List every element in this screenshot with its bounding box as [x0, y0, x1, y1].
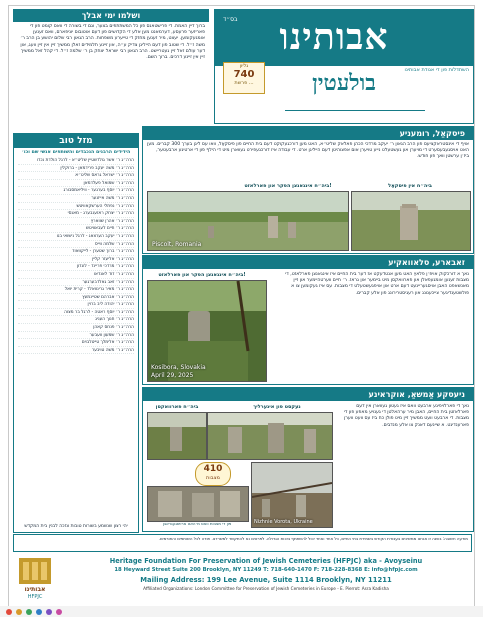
mazal-tov-entry: הרה״ג ר׳ משה יעקב פרידמאן - ברוקלין — [18, 166, 134, 173]
nizhnie-photo-c-art — [148, 487, 248, 521]
section-nizhnie-text: נאך די פארלויפיגע ארבעט וואס איז געטון געווארן אין דעם פארלאזטן בית החיים, האבן מיר ערהאלטן די גענויע מאפע פון די מצבות. די ארבעט וועט ממשיך זיין מיט פולן כח ביז עס וועט ווערן פארענדיגט. א שיינעם דאנק צו אלע מנדבים. — [343, 404, 469, 428]
mazal-tov-entry: הרה״ג ר׳ זאב גאלדבערגער — [18, 280, 134, 287]
mazal-tov-footer: יהי רצון שנשמע בשורות טובות ונזכה לבנין בית המקדש — [24, 524, 128, 529]
org-line: א קורטע איבערזיכט פון די השתדלות פון די אגודת אבותינו — [404, 60, 469, 73]
piscolt-photo-side-art — [352, 192, 470, 250]
issue-number: 740 — [233, 69, 255, 80]
top-left-notice — [13, 9, 209, 63]
notice-banner: ושלמו ימי אבלך — [13, 9, 209, 22]
section-nizhnie — [142, 387, 474, 532]
mazal-tov-entry: הרה״ג ר׳ יוסף בערגער - וויליאמסבורג — [18, 188, 134, 195]
kosibora-caption: ביה״ח אינגאנצן הפקר און פארלאזט! — [158, 272, 246, 278]
mazal-tov-entry: הרה״ג ר׳ אליעזר קליין — [18, 257, 134, 264]
nizhnie-caption-a: ביה״ח פארוואקסן — [155, 404, 199, 410]
section-kosibora — [142, 255, 474, 385]
org-logo — [13, 554, 57, 604]
bulletin-page — [8, 5, 475, 607]
mazal-tov-column — [13, 133, 139, 533]
kosibora-location: Kosibora, Slovakia — [151, 364, 206, 371]
mazal-tov-entry: הרה״ג ר׳ ברוך שטערן - לייקוואוד — [18, 249, 134, 256]
mazal-tov-entry: הרה״ג ר׳ שמואל פעלדמאן — [18, 181, 134, 188]
mazal-tov-entry: הרה״ג ר׳ אברהם שטיינמעץ — [18, 295, 134, 302]
masthead — [214, 9, 474, 124]
kosibora-photo — [147, 280, 267, 382]
mazal-tov-entry: הרה״ג ר׳ חיים לעבאוויטש — [18, 226, 134, 233]
piscolt-photo-main — [147, 191, 349, 251]
mazal-tov-entry: הרה״ג ר׳ חנוך העניג — [18, 317, 134, 324]
nizhnie-photo-a — [147, 412, 207, 460]
mazal-tov-entry: הרה״ג ר׳ דוד לאנדאו — [18, 272, 134, 279]
nizhnie-photo-a-art — [148, 413, 206, 459]
piscolt-location: Piscolt, Romania — [152, 241, 202, 248]
issue-extra: פרשת ... — [234, 80, 254, 86]
mazal-tov-list — [14, 158, 138, 354]
mazal-tov-entry: הרה״ג ר׳ אלימלך טייטלבוים — [18, 340, 134, 347]
mazal-tov-entry: הרה״ג ר׳ אהרן שווארץ — [18, 219, 134, 226]
mazal-tov-intro: הידידים הרבנים הנכבדים והשותפים אנשי שם וכו׳ — [21, 150, 131, 155]
mazal-tov-entry: הרה״ג ר׳ יעקב הערצאג - לרגל נישואי בנו — [18, 234, 134, 241]
nizhnie-location: Nizhnie Vorota, Ukraine — [254, 519, 313, 525]
mazal-tov-entry: הרה״ג ר׳ נפתלי הערשקאוויטש — [18, 204, 134, 211]
share-dot-icon[interactable] — [46, 609, 52, 615]
notice-text: ברוך דיין האמת. די פרישטאנס פון כל המשתתפים בצער, וגם די בשורה די וואס קומט פון די פאריזער פרעסע, דערמאנט מען אלע די הקדושים פון דעם אוטובוס יוניפארם, וואס זענען אומגעקומען. יעצט, מיר זענען מחזק די טייערע משפחות. הרב הגאון רבי שלום יהושע בן הרב ר׳ משה ז״ל. די שטוב פון דעם הייליגן צדיק ע״ה, און זיינע תלמידים זאלן ממשיך זיין אין זיין וועג, און דער עולם זאל זיין געטריישט. הרב הגאון רבי ישראל יצחק בן ר׳ שלמה ז״ל. די קהל זאל ממשיך זיין אין זיינע דרכים. ברוך השם. — [20, 24, 205, 61]
section-piscolt — [142, 126, 474, 254]
info-dot-icon[interactable] — [36, 609, 42, 615]
minimize-dot-icon[interactable] — [16, 609, 22, 615]
piscolt-caption-right: ביה״ח אין פיסקאַל — [388, 183, 432, 189]
bottom-notice: מודעה חשובה: בשנה זו אנחנו ממשיכים בעבודת הקודש בשמירת בתי החיים, כל אחד ואחד יכול להשתתף בזכות הגדולה. לפרטים נא להתקשר למשרדנו. תודה לכל השותפים והתורמים. — [13, 534, 472, 552]
nizhnie-caption-b: נעקסט פון אינערליך — [253, 404, 301, 410]
piscolt-caption-left: ביה״ח אינגאנצן הפקר און פארלאזט! — [244, 183, 332, 189]
mazal-tov-entry: הרה״ג ר׳ שלמה ווייס — [18, 242, 134, 249]
logo-text: אבותינו — [24, 586, 46, 593]
mazal-tov-entry: הרה״ג ר׳ משה טויבער — [18, 348, 134, 355]
mazeivos-badge — [195, 462, 231, 486]
nizhnie-photo-b — [207, 412, 333, 460]
mazal-tov-entry: הרה״ג ר׳ אשר גולדשטיין שליט״א - לרגל הולדת נכדו — [18, 158, 134, 165]
mazal-tov-entry: הרה״ג ר׳ יוסף ראטה - לרגל בר מצוה — [18, 310, 134, 317]
mazal-tov-entry: הרה״ג ר׳ יצחק ראזענבערג - מאנסי — [18, 211, 134, 218]
badge-number: 410 — [203, 464, 223, 474]
masthead-title: אבותינו — [279, 16, 389, 58]
badge-label: מצבות — [206, 475, 220, 481]
masthead-divider — [285, 110, 425, 111]
print-dot-icon[interactable] — [56, 609, 62, 615]
footer-address: 18 Heyward Street Suite 200 Brooklyn, NY 11249 T: 718-640-1470 F: 718-228-8368 E: info@hfpjc.com — [114, 567, 418, 573]
section-nizhnie-banner: ניעסקע אַמשאַ, אוקראינע — [143, 388, 473, 401]
mazal-tov-entry: הרה״ג ר׳ ישראל גראס שליט״א — [18, 173, 134, 180]
mazal-tov-entry: הרה״ג ר׳ יהודה ליב ברוין — [18, 302, 134, 309]
nizhnie-photo-d-art — [252, 463, 332, 527]
nizhnie-photo-b-art — [208, 413, 332, 459]
mazal-tov-entry: הרה״ג ר׳ שמעון וועבער — [18, 333, 134, 340]
close-dot-icon[interactable] — [6, 609, 12, 615]
nizhnie-photo-note: פון די מצבות וואס מ׳האט ארויסגעגראבן — [162, 521, 232, 526]
section-piscolt-text: אויף די אינסטראקציעס פון הרב הגאון ר׳ יעקב מרדכי הכהן פאלאק שליט״א, האט מען דורכגעקוקט דעם בית החיים פון פיסקאַל, וואו עס ליגן בערך 300 קברים. מען האט אויסגעבעסערט די מויערן און געשטעלט נייע טויערן אום אפצוהיטן דעם הייליגן ארט. די עבודה איז דורכגעפירט געווארן מיט די הילף פון די ארטיגע ארבעטער, ביז׳ן ערשטן וואך פון חודש. — [147, 142, 469, 160]
zoom-dot-icon[interactable] — [26, 609, 32, 615]
viewer-strip — [0, 606, 483, 617]
nizhnie-photo-c — [147, 486, 249, 522]
footer-org-name: Heritage Foundation For Preservation of Jewish Cemeteries (HFPJC) aka - Avoyseinu — [109, 557, 423, 565]
mazal-tov-entry: הרה״ג ר׳ פנחס קאהן — [18, 325, 134, 332]
bsd-mark: בס״ד — [223, 16, 238, 23]
footer — [13, 554, 472, 604]
kosibora-date: April 29, 2025 — [151, 372, 194, 379]
mazal-tov-banner: מזל טוב — [14, 134, 138, 148]
masthead-subtitle: בולעטין — [312, 70, 376, 96]
nizhnie-photo-d — [251, 462, 333, 528]
section-kosibora-text: נאך א דורכקוק אויפ׳ן פלאץ האט מען אנטדעקט אז דער בית החיים איז אינגאנצן פארלאזט, די מצבות זענען אומגעפאלן און פארוואקסן מיט ביימער און גראז. ר׳ חיים ווערטהיימער און זיין מאנשאפט האבן אויסגעריינעט דעם ארט און אויפגעשטעלט די מצבות. עס איז געקומען צו א פולשטענדיגער צייכענונג און רעגיסטרירונג פון אלע קברים. — [285, 272, 469, 296]
mazal-tov-entry: הרה״ג ר׳ משה אייזנער — [18, 196, 134, 203]
footer-mailing: Mailing Address: 199 Lee Avenue, Suite 1114 Brooklyn, NY 11211 — [140, 576, 392, 584]
section-kosibora-banner: זאבארע, סלאוואקיע — [143, 256, 473, 269]
section-piscolt-banner: פיסקאַל, רומעניע — [143, 127, 473, 140]
piscolt-photo-side — [351, 191, 471, 251]
logo-sub: HFPJC — [27, 594, 43, 600]
mazal-tov-entry: הרה״ג ר׳ מאיר גרינוואלד - קרית יואל — [18, 287, 134, 294]
footer-affiliates: Affiliated Organizations: London Committee for Preservation of Jewish Cemeteries in Europe - E. Pierrot: Asra Kadisha — [143, 586, 389, 591]
issue-label: גליון — [239, 63, 249, 69]
mazal-tov-entry: הרה״ג ר׳ מרדכי פריינד - לונדון — [18, 264, 134, 271]
footer-text — [61, 554, 471, 591]
